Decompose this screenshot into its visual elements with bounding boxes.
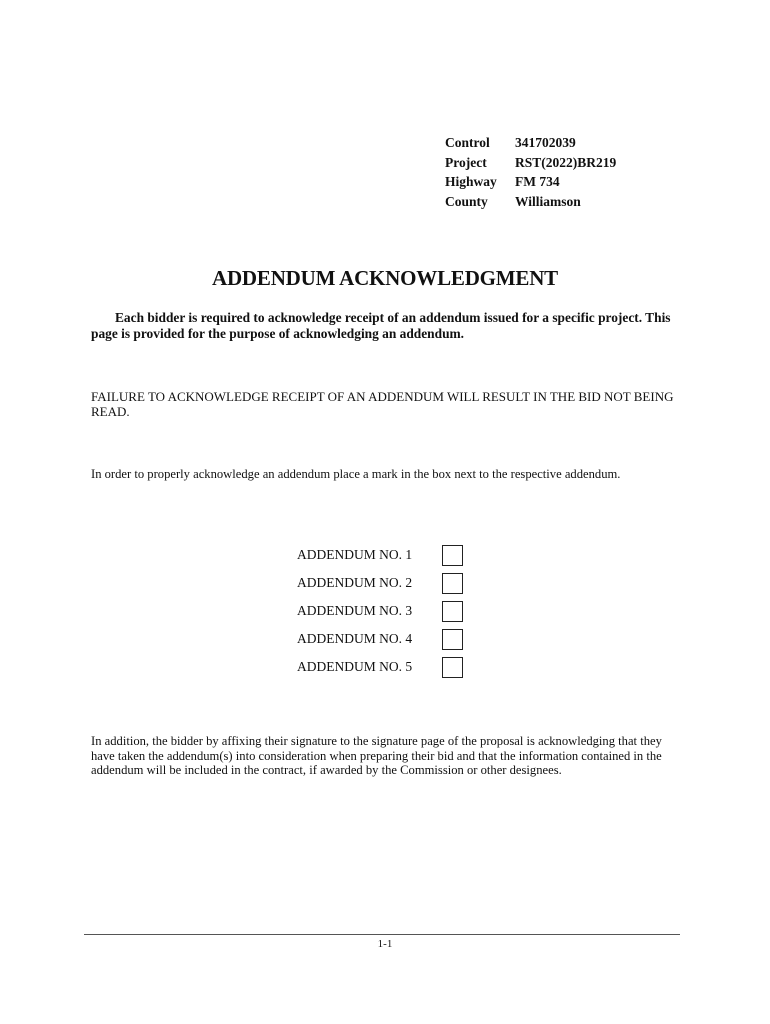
footer-divider (84, 934, 680, 935)
county-label: County (445, 193, 488, 209)
project-label: Project (445, 154, 487, 170)
addendum-label-4: ADDENDUM NO. 4 (297, 631, 413, 646)
county-row (445, 192, 616, 212)
addendum-row-5 (297, 653, 463, 681)
addendum-checkbox-2[interactable] (442, 573, 463, 594)
highway-label: Highway (445, 174, 497, 189)
warning-paragraph: FAILURE TO ACKNOWLEDGE RECEIPT OF AN ADDENDUM WILL RESULT IN THE BID NOT BEING READ. (91, 389, 674, 419)
addendum-checkbox-1[interactable] (442, 545, 463, 566)
page-title: ADDENDUM ACKNOWLEDGMENT (212, 266, 558, 290)
project-row (445, 153, 616, 173)
addendum-row-4 (297, 625, 463, 653)
addendum-row-1 (297, 541, 463, 569)
project-value: RST(2022)BR219 (515, 154, 617, 170)
addendum-checkbox-3[interactable] (442, 601, 463, 622)
addendum-label-5: ADDENDUM NO. 5 (297, 659, 413, 674)
addendum-list (297, 541, 463, 681)
addendum-checkbox-4[interactable] (442, 629, 463, 650)
addendum-label-1: ADDENDUM NO. 1 (297, 547, 413, 562)
addendum-checkbox-5[interactable] (442, 657, 463, 678)
highway-row (445, 172, 616, 192)
addendum-label-3: ADDENDUM NO. 3 (297, 603, 413, 618)
addendum-row-2 (297, 569, 463, 597)
county-value: Williamson (515, 193, 581, 209)
control-value: 341702039 (515, 135, 576, 150)
addendum-label-2: ADDENDUM NO. 2 (297, 575, 413, 590)
highway-value: FM 734 (515, 174, 560, 189)
control-row (445, 133, 616, 153)
control-label: Control (445, 135, 490, 150)
instruction-paragraph: In order to properly acknowledge an addendum place a mark in the box next to the respective addendum. (91, 467, 621, 481)
closing-paragraph: In addition, the bidder by affixing their signature to the signature page of the proposal is acknowledging that they have taken the addendum(s) into consideration when preparing their bid and that the information contained in the addendum will be included in the contract, if awarded by the Commission or other designees. (91, 734, 662, 777)
intro-paragraph: Each bidder is required to acknowledge receipt of an addendum issued for a specific project. This page is provided for the purpose of acknowledging an addendum. (91, 310, 671, 341)
addendum-row-3 (297, 597, 463, 625)
page-number: 1-1 (377, 938, 393, 950)
project-info-block (445, 133, 616, 211)
